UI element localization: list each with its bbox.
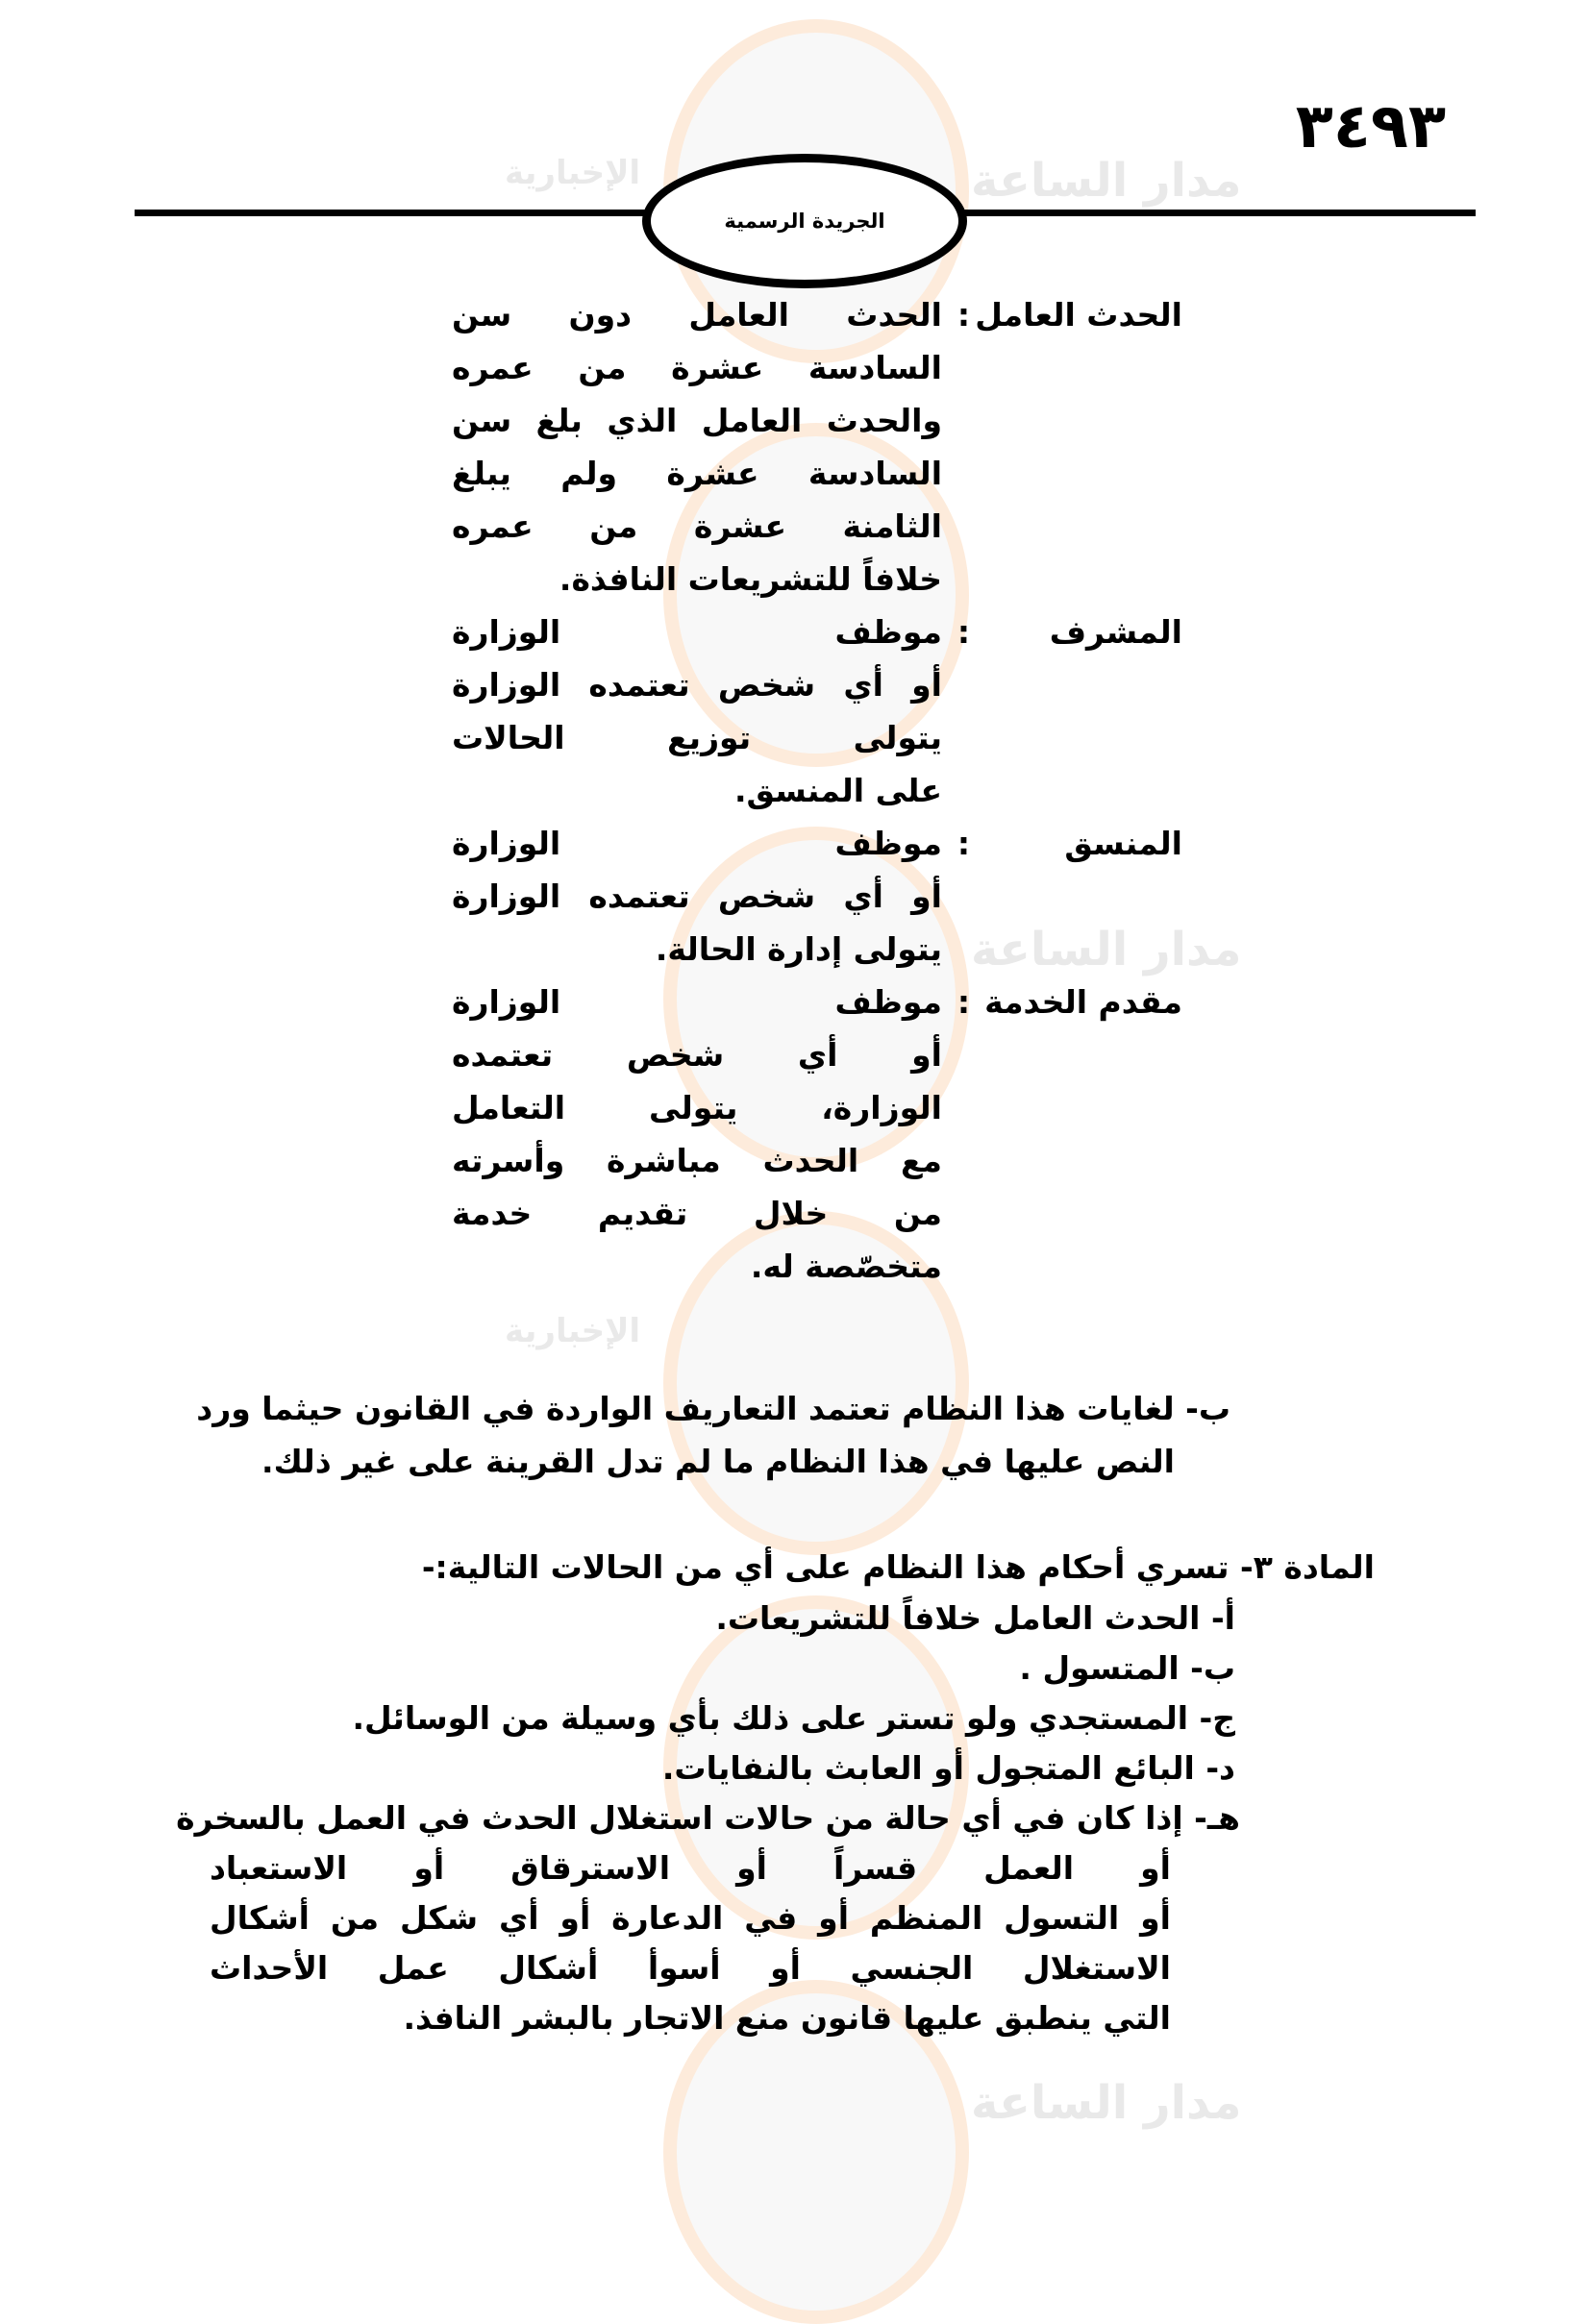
definition-term: المنسق — [1064, 825, 1182, 862]
definition-line: من خلال تقديم خدمة — [452, 1195, 942, 1232]
definition-colon: : — [956, 296, 971, 334]
definition-line: السادسة عشرة من عمره — [452, 349, 942, 386]
definition-term: الحدث العامل — [975, 296, 1182, 334]
list-item: ج- المستجدي ولو تستر على ذلك بأي وسيلة من الوسائل. — [352, 1699, 1235, 1737]
definition-text — [452, 976, 942, 1293]
definition-term: مقدم الخدمة — [984, 983, 1182, 1021]
definition-line: على المنسق. — [733, 772, 942, 809]
definition-line: يتولى إدارة الحالة. — [655, 930, 942, 968]
definition-line: يتولى توزيع الحالات — [452, 719, 942, 756]
definition-text — [452, 606, 942, 817]
definition-colon: : — [956, 983, 971, 1021]
definitions-list — [394, 288, 1182, 1293]
definition-item — [394, 606, 1182, 817]
definition-line: الحدث العامل دون سن — [452, 296, 942, 334]
definition-line: والحدث العامل الذي بلغ سن — [452, 402, 942, 439]
watermark-subtitle: الإخبارية — [505, 154, 641, 192]
definition-colon: : — [956, 825, 971, 862]
definition-line: موظف الوزارة — [452, 983, 942, 1021]
definition-line: متخصّصة له. — [750, 1248, 942, 1285]
journal-title: الجريدة الرسمية — [724, 210, 885, 233]
definition-item — [394, 288, 1182, 606]
definition-term: المشرف — [1049, 613, 1182, 651]
definition-line: موظف الوزارة — [452, 825, 942, 862]
list-item-line: أو العمل قسراً أو الاسترقاق أو الاستعباد — [210, 1849, 1171, 1887]
definition-line: خلافاً للتشريعات النافذة. — [559, 560, 942, 598]
article-heading: المادة ٣- تسري أحكام هذا النظام على أي من الحالات التالية:- — [421, 1548, 1375, 1586]
list-item-line: التي ينطبق عليها قانون منع الاتجار بالبشر النافذ. — [403, 1999, 1171, 2037]
list-item: أ- الحدث العامل خلافاً للتشريعات. — [715, 1599, 1235, 1637]
list-item-line: أو التسول المنظم أو في الدعارة أو أي شكل من أشكال — [210, 1899, 1171, 1937]
definition-line: مع الحدث مباشرة وأسرته — [452, 1142, 942, 1179]
definition-item — [394, 976, 1182, 1293]
list-item-line: الاستغلال الجنسي أو أسوأ أشكال عمل الأحداث — [210, 1949, 1171, 1987]
definition-line: موظف الوزارة — [452, 613, 942, 651]
definition-line: أو أي شخص تعتمده الوزارة — [452, 666, 942, 704]
definition-line: الوزارة، يتولى التعامل — [452, 1089, 942, 1126]
watermark-subtitle: الإخبارية — [505, 1312, 641, 1350]
paragraph-line: النص عليها في هذا النظام ما لم تدل القرينة على غير ذلك. — [261, 1443, 1175, 1480]
definition-line: أو أي شخص تعتمده الوزارة — [452, 878, 942, 915]
page-number: ٣٤٩٣ — [1295, 91, 1446, 162]
definition-line: الثامنة عشرة من عمره — [452, 507, 942, 545]
definition-colon: : — [956, 613, 971, 651]
definition-text — [452, 288, 942, 606]
definition-item — [394, 817, 1182, 976]
watermark-brand: مدار الساعة — [971, 923, 1242, 977]
definition-text — [452, 817, 942, 976]
definition-line: أو أي شخص تعتمده — [452, 1036, 942, 1074]
list-item: ب- المتسول . — [1019, 1649, 1235, 1687]
definition-line: السادسة عشرة ولم يبلغ — [452, 455, 942, 492]
list-item: د- البائع المتجول أو العابث بالنفايات. — [661, 1749, 1235, 1787]
list-item — [176, 1793, 1375, 2043]
watermark-brand: مدار الساعة — [971, 154, 1242, 208]
watermark-brand: مدار الساعة — [971, 2076, 1242, 2130]
paragraph-line: ب- لغايات هذا النظام تعتمد التعاريف الواردة في القانون حيثما ورد — [196, 1390, 1230, 1427]
article-3 — [176, 1541, 1375, 2043]
journal-title-badge — [642, 154, 967, 288]
paragraph-b — [196, 1382, 1230, 1488]
list-item-line: هـ- إذا كان في أي حالة من حالات استغلال الحدث في العمل بالسخرة — [176, 1799, 1240, 1837]
